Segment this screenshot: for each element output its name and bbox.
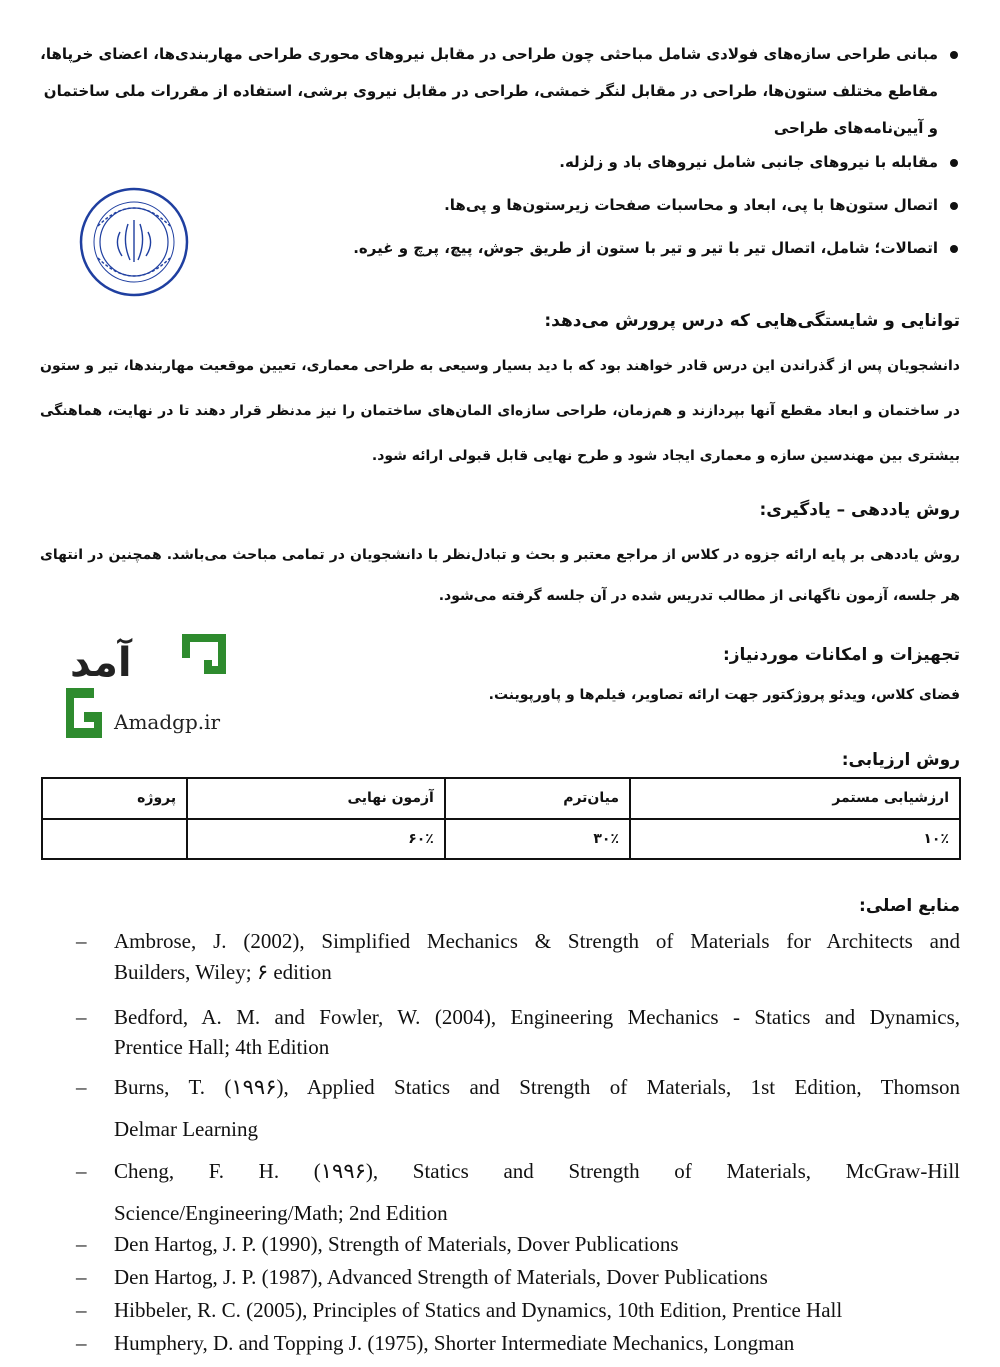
evaluation-table (41, 777, 961, 860)
list-item (72, 1002, 960, 1062)
reference-line: – Hibbeler, R. C. (2005), Principles of Statics and Dynamics, 10th Edition, Prentice Hall (114, 1298, 843, 1322)
list-item (72, 1327, 960, 1360)
reference-line: Science/Engineering/Math; 2nd Edition (114, 1201, 448, 1225)
reference-line: – Ambrose, J. (2002), Simplified Mechanics & Strength of Materials for Architects and (114, 929, 960, 953)
reference-line: – Den Hartog, J. P. (1990), Strength of Materials, Dover Publications (114, 1232, 679, 1256)
reference-line: – Burns, T. (۱۹۹۶), Applied Statics and Strength of Materials, 1st Edition, Thomson (114, 1075, 960, 1099)
competencies-text: دانشجویان پس از گذراندن این درس قادر خواهند بود که با دید بسیار وسیعی به طراحی معماری، تعیین موقعیت مهاربندها، تیر و ستون در ساختمان و ابعاد مقطع آنها بپردازند و هم‌زمان، طراحی سازه‌ای المان‌های ساختمان را نیز مدنظر قرار دهند تا در نهایت، هماهنگی بیشتری بین مهندسین سازه و معماری ایجاد شود و طرح نهایی قابل قبولی ارائه شود. (40, 358, 960, 464)
list-item (72, 1150, 960, 1234)
table-cell (42, 819, 187, 860)
list-item: اتصالات؛ شامل، اتصال تیر با تیر و تیر با ستون از طریق جوش، پیچ، پرچ و غیره. (40, 235, 960, 261)
reference-line: Delmar Learning (114, 1117, 259, 1141)
list-item (72, 1294, 960, 1327)
table-header-cell: ارزشیابی مستمر (630, 778, 960, 819)
competencies-heading: توانایی و شایستگی‌هایی که درس پرورش می‌دهد: (544, 311, 960, 331)
evaluation-heading: روش ارزیابی: (841, 750, 960, 770)
reference-line: – Cheng, F. H. (۱۹۹۶), Statics and Strength of Materials, McGraw-Hill (114, 1159, 960, 1183)
reference-line: Builders, Wiley; ۶ edition (114, 960, 332, 984)
table-header-cell: میان‌ترم (445, 778, 630, 819)
table-cell: ۳۰٪ (445, 819, 630, 860)
table-header-cell: آزمون نهایی (187, 778, 445, 819)
table-header-row (42, 778, 960, 819)
list-item (72, 1066, 960, 1150)
teaching-text: روش یاددهی بر پایه ارائه جزوه در کلاس از مراجع معتبر و بحث و تبادل‌نظر با دانشجویان در تمامی مباحث می‌باشد. همچنین در انتهای هر جلسه، آزمون ناگهانی از مطالب تدریس شده در آن جلسه گرفته می‌شود. (40, 547, 960, 604)
equipment-heading: تجهیزات و امکانات موردنیاز: (722, 645, 960, 665)
references-heading: منابع اصلی: (859, 896, 960, 916)
list-item: مقابله با نیروهای جانبی شامل نیروهای باد و زلزله. (40, 149, 960, 175)
reference-line: – Humphery, D. and Topping J. (1975), Shorter Intermediate Mechanics, Longman (114, 1331, 795, 1355)
list-item: اتصال ستون‌ها با پی، ابعاد و محاسبات صفحات زیرستون‌ها و پی‌ها. (40, 192, 960, 218)
reference-line: Prentice Hall; 4th Edition (114, 1035, 330, 1059)
table-cell: ۱۰٪ (630, 819, 960, 860)
list-item (72, 1261, 960, 1294)
list-item (72, 1228, 960, 1261)
list-item (72, 926, 960, 988)
reference-line: – Bedford, A. M. and Fowler, W. (2004), Engineering Mechanics - Statics and Dynamics, (114, 1005, 960, 1029)
reference-line: – Den Hartog, J. P. (1987), Advanced Strength of Materials, Dover Publications (114, 1265, 768, 1289)
references-list (72, 926, 960, 1360)
logo-site-text: Amadgp.ir (114, 710, 221, 734)
teaching-heading: روش یاددهی – یادگیری: (759, 500, 960, 520)
table-row (42, 819, 960, 860)
table-header-cell: پروژه (42, 778, 187, 819)
logo-wordmark: آمد (70, 640, 132, 686)
table-cell: ۶۰٪ (187, 819, 445, 860)
equipment-text: فضای کلاس، ویدئو پروژکتور جهت ارائه تصاویر، فیلم‌ها و پاورپوینت. (488, 687, 960, 703)
list-item: مبانی طراحی سازه‌های فولادی شامل مباحثی چون طراحی در مقابل نیروهای محوری طراحی مهاربندی‌ها، اعضای خرپاها، مقاطع مختلف ستون‌ها، طراحی در مقابل لنگر خمشی، طراحی در مقابل نیروی برشی، استفاده از مقررات ملی ساختمان و آیین‌نامه‌های طراحی (40, 36, 960, 147)
official-seal (78, 186, 190, 298)
